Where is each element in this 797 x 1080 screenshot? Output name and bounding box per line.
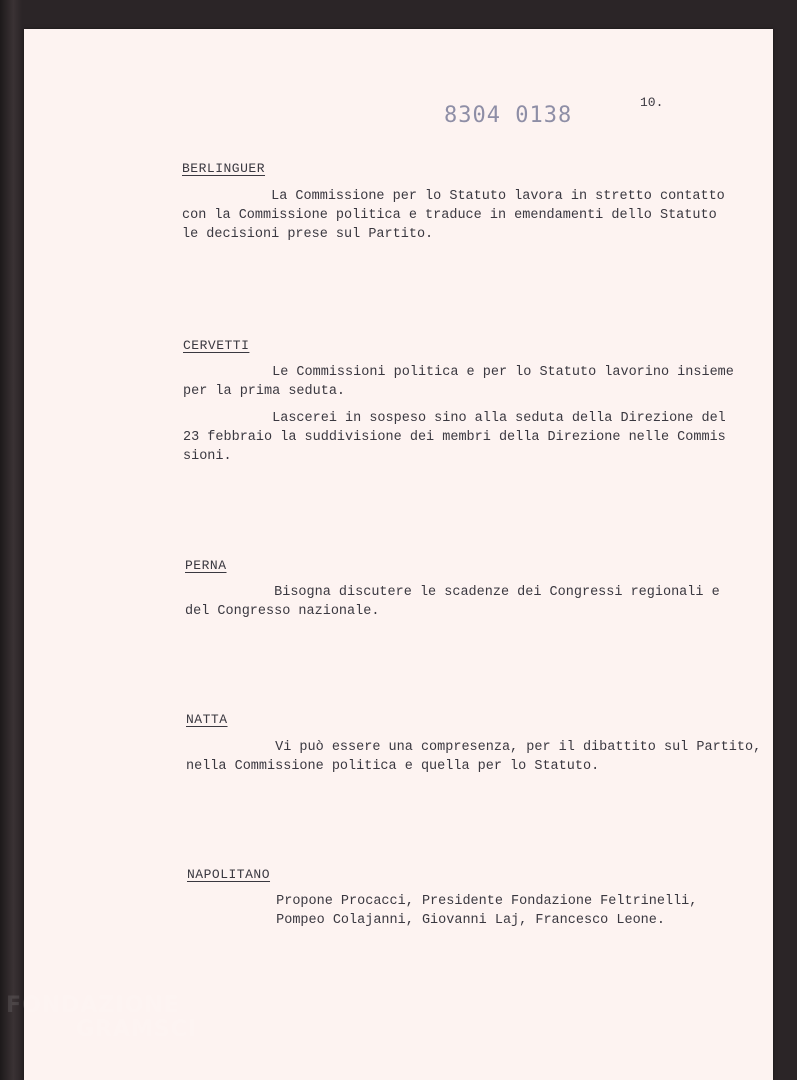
foundation-watermark xyxy=(6,994,197,1042)
page-number: 10. xyxy=(640,95,664,110)
document-page xyxy=(24,29,773,1080)
paragraph-natta-1: Vi può essere una compresenza, per il dibattito sul Partito, nella Commissione politica e quella per lo Statuto. xyxy=(186,740,762,774)
paragraph-napolitano-1: Propone Procacci, Presidente Fondazione Feltrinelli, Pompeo Colajanni, Giovanni Laj, Francesco Leone. xyxy=(276,894,698,928)
speaker-natta: NATTA xyxy=(186,712,228,727)
paragraph-perna-1: Bisogna discutere le scadenze dei Congressi regionali e del Congresso nazionale. xyxy=(185,585,720,619)
watermark-line-2: GRAMSCI xyxy=(76,1017,198,1042)
binder-edge xyxy=(0,0,22,1080)
paragraph-cervetti-2: Lascerei in sospeso sino alla seduta della Direzione del 23 febbraio la suddivisione dei membri della Direzione nelle Commis sioni. xyxy=(183,411,726,464)
paragraph-berlinguer-1: La Commissione per lo Statuto lavora in stretto contatto con la Commissione politica e traduce in emendamenti dello Statuto le decisioni prese sul Partito. xyxy=(182,189,725,242)
speaker-perna: PERNA xyxy=(185,558,227,573)
speaker-napolitano: NAPOLITANO xyxy=(187,867,271,882)
speaker-berlinguer: BERLINGUER xyxy=(182,161,266,176)
watermark-line-1: FONDAZIONE xyxy=(6,993,180,1018)
archive-number: 8304 0138 xyxy=(444,103,573,128)
paragraph-cervetti-1: Le Commissioni politica e per lo Statuto lavorino insieme per la prima seduta. xyxy=(183,365,734,399)
speaker-cervetti: CERVETTI xyxy=(183,338,250,353)
